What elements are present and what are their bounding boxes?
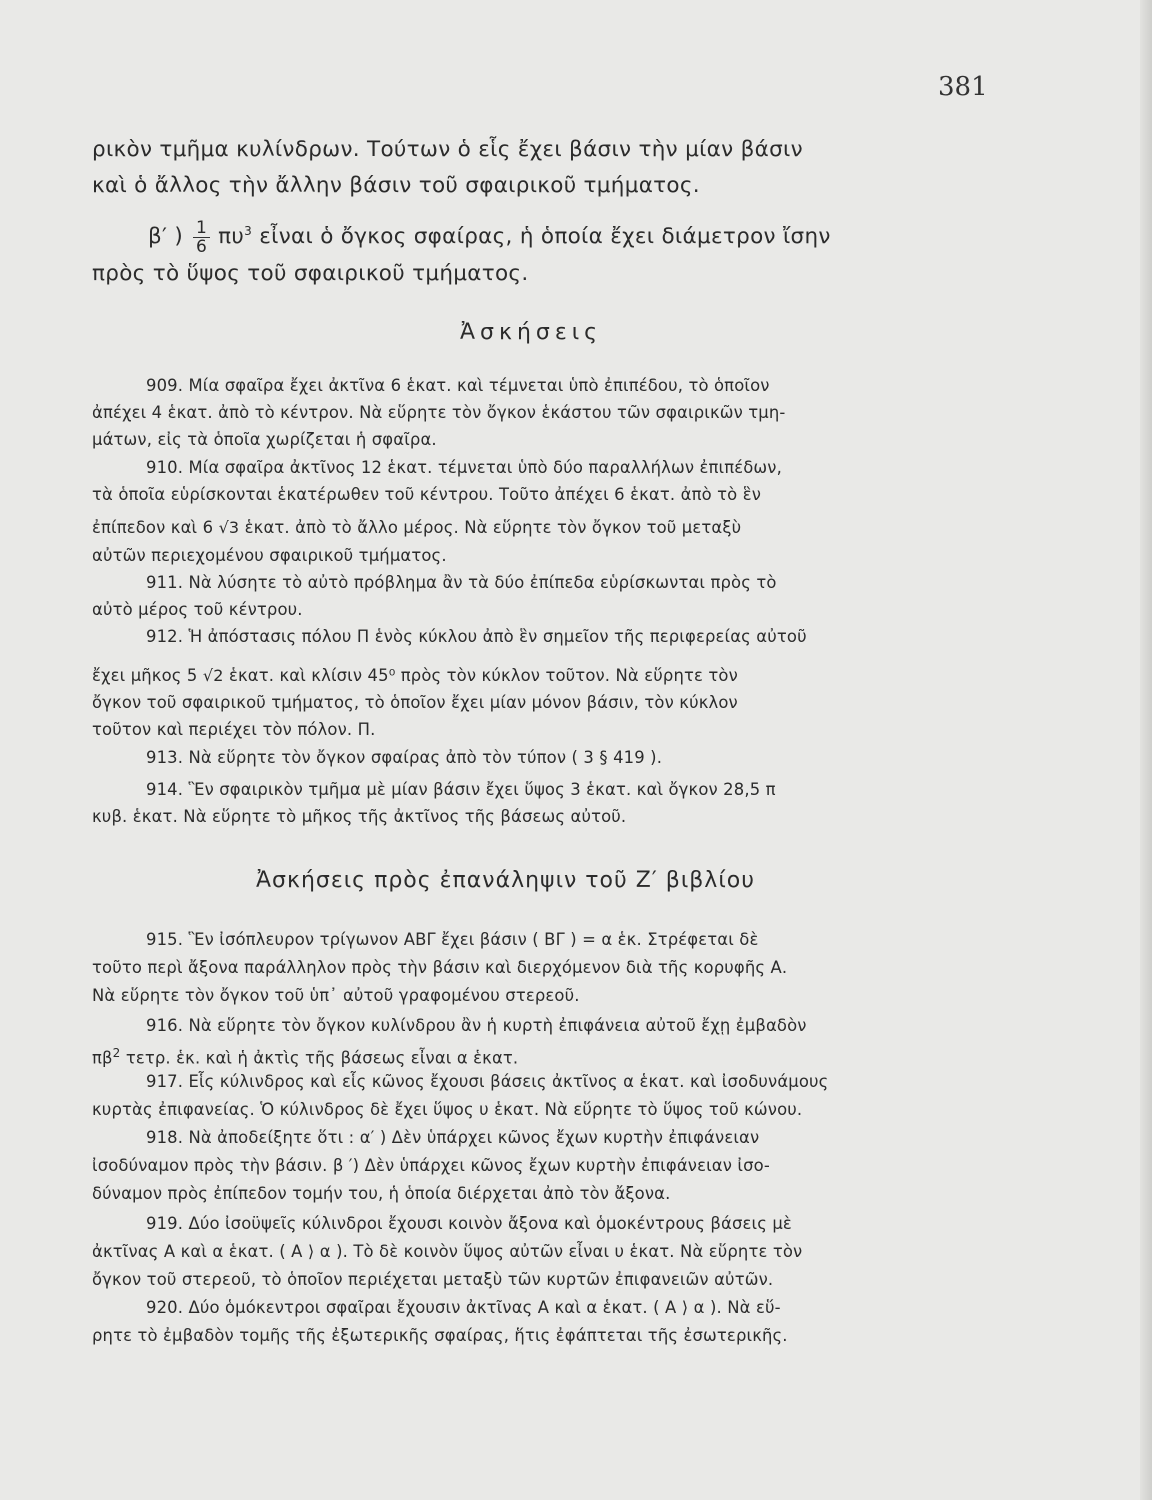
exercise-911-line-2: αὐτὸ μέρος τοῦ κέντρου. <box>92 600 303 619</box>
exercise-920-line-1: 920. Δύο ὁμόκεντροι σφαῖραι ἔχουσιν ἀκτῖνας Α καὶ α ἑκατ. ( Α ⟩ α ). Νὰ εὕ- <box>146 1298 781 1317</box>
exercise-916-line-2 <box>92 1041 992 1070</box>
exercise-910-line-3 <box>92 516 992 540</box>
intro-line-3-text: εἶναι ὁ ὄγκος σφαίρας, ἡ ὁποία ἔχει διάμετρον ἴσην <box>259 224 831 250</box>
exercise-910-line-4: αὐτῶν περιεχομένου σφαιρικοῦ τμήματος. <box>92 546 447 565</box>
page-number: 381 <box>938 72 988 102</box>
exercise-912-line-1: 912. Ἡ ἀπόστασις πόλου Π ἑνὸς κύκλου ἀπὸ ἓν σημεῖον τῆς περιφερείας αὐτοῦ <box>146 627 807 646</box>
exercise-917-line-2: κυρτὰς ἐπιφανείας. Ὁ κύλινδρος δὲ ἔχει ὕψος υ ἑκατ. Νὰ εὕρητε τὸ ὕψος τοῦ κώνου. <box>92 1100 803 1119</box>
sqrt-three: √3 <box>218 518 240 537</box>
exercise-915-line-1: 915. Ἓν ἰσόπλευρον τρίγωνον ΑΒΓ ἔχει βάσιν ( ΒΓ ) = α ἑκ. Στρέφεται δὲ <box>146 930 759 949</box>
text-segment: ἑκατ. ἀπὸ τὸ ἄλλο μέρος. Νὰ εὕρητε τὸν ὄγκον τοῦ μεταξὺ <box>244 518 742 537</box>
intro-line-4: πρὸς τὸ ὕψος τοῦ σφαιρικοῦ τμήματος. <box>92 261 529 286</box>
text-segment: ἐπίπεδον καὶ 6 <box>92 518 214 537</box>
fraction-denominator: 6 <box>196 236 208 257</box>
exercise-912-line-2 <box>92 664 992 688</box>
exercise-912-line-3: ὄγκον τοῦ σφαιρικοῦ τμήματος, τὸ ὁποῖον ἔχει μίαν μόνον βάσιν, τὸν κύκλον <box>92 693 738 712</box>
exercise-919-line-3: ὄγκον τοῦ στερεοῦ, τὸ ὁποῖον περιέχεται μεταξὺ τῶν κυρτῶν ἐπιφανειῶν αὐτῶν. <box>92 1270 774 1289</box>
exercise-909-line-2: ἀπέχει 4 ἑκατ. ἀπὸ τὸ κέντρον. Νὰ εὕρητε τὸν ὄγκον ἑκάστου τῶν σφαιρικῶν τμη- <box>92 403 786 422</box>
exercise-917-line-1: 917. Εἷς κύλινδρος καὶ εἷς κῶνος ἔχουσι βάσεις ἀκτῖνος α ἑκατ. καὶ ἰσοδυνάμους <box>146 1072 829 1091</box>
text-segment: ἑκατ. καὶ κλίσιν 45⁰ πρὸς τὸν κύκλον τοῦτον. Νὰ εὕρητε τὸν <box>228 666 738 685</box>
exercise-916-line-1: 916. Νὰ εὕρητε τὸν ὄγκον κυλίνδρου ἂν ἡ κυρτὴ ἐπιφάνεια αὐτοῦ ἔχῃ ἐμβαδὸν <box>146 1016 807 1035</box>
formula-exponent: 3 <box>244 224 253 238</box>
exercise-918-line-1: 918. Νὰ ἀποδείξητε ὅτι : α′ ) Δὲν ὑπάρχει κῶνος ἔχων κυρτὴν ἐπιφάνειαν <box>146 1128 760 1147</box>
exercise-919-line-2: ἀκτῖνας Α καὶ α ἑκατ. ( Α ⟩ α ). Τὸ δὲ κοινὸν ὕψος αὐτῶν εἶναι υ ἑκατ. Νὰ εὕρητε τὸν <box>92 1242 803 1261</box>
text-segment: ἔχει μῆκος 5 <box>92 666 198 685</box>
exercise-911-line-1: 911. Νὰ λύσητε τὸ αὐτὸ πρόβλημα ἂν τὰ δύο ἐπίπεδα εὑρίσκωνται πρὸς τὸ <box>146 573 777 592</box>
exercise-915-line-3: Νὰ εὕρητε τὸν ὄγκον τοῦ ὑπ᾽ αὐτοῦ γραφομένου στερεοῦ. <box>92 986 580 1005</box>
intro-line-2: καὶ ὁ ἄλλος τὴν ἄλλην βάσιν τοῦ σφαιρικοῦ τμήματος. <box>92 173 700 198</box>
superscript: 2 <box>112 1046 121 1060</box>
exercise-909-line-1: 909. Μία σφαῖρα ἔχει ἀκτῖνα 6 ἑκατ. καὶ τέμνεται ὑπὸ ἐπιπέδου, τὸ ὁποῖον <box>146 376 770 395</box>
exercise-910-line-2: τὰ ὁποῖα εὑρίσκονται ἑκατέρωθεν τοῦ κέντρου. Τοῦτο ἀπέχει 6 ἑκατ. ἀπὸ τὸ ἓν <box>92 485 762 504</box>
exercise-909-line-3: μάτων, εἰς τὰ ὁποῖα χωρίζεται ἡ σφαῖρα. <box>92 430 437 449</box>
exercise-920-line-2: ρητε τὸ ἐμβαδὸν τομῆς τῆς ἐξωτερικῆς σφαίρας, ἥτις ἐφάπτεται τῆς ἐσωτερικῆς. <box>92 1326 788 1345</box>
exercise-915-line-2: τοῦτο περὶ ἄξονα παράλληλον πρὸς τὴν βάσιν καὶ διερχόμενον διὰ τῆς κορυφῆς Α. <box>92 958 788 977</box>
section-heading-exercises: Ἀσκήσεις <box>460 320 603 345</box>
exercise-918-line-2: ἰσοδύναμον πρὸς τὴν βάσιν. β ′) Δὲν ὑπάρχει κῶνος ἔχων κυρτὴν ἐπιφάνειαν ἰσο- <box>92 1156 770 1175</box>
exercise-918-line-3: δύναμον πρὸς ἐπίπεδον τομήν του, ἡ ὁποία διέρχεται ἀπὸ τὸν ἄξονα. <box>92 1184 671 1203</box>
exercise-914-line-2: κυβ. ἑκατ. Νὰ εὕρητε τὸ μῆκος τῆς ἀκτῖνος τῆς βάσεως αὐτοῦ. <box>92 807 627 826</box>
text-segment: τετρ. ἑκ. καὶ ἡ ἀκτὶς τῆς βάσεως εἶναι α ἑκατ. <box>125 1048 519 1068</box>
page-edge <box>1140 0 1152 1500</box>
formula-pi-u: πυ <box>218 224 245 250</box>
exercise-913-line-1: 913. Νὰ εὕρητε τὸν ὄγκον σφαίρας ἀπὸ τὸν τύπον ( 3 § 419 ). <box>146 748 663 767</box>
exercise-910-line-1: 910. Μία σφαῖρα ἀκτῖνος 12 ἑκατ. τέμνεται ὑπὸ δύο παραλλήλων ἐπιπέδων, <box>146 458 782 477</box>
exercise-914-line-1: 914. Ἓν σφαιρικὸν τμῆμα μὲ μίαν βάσιν ἔχει ὕψος 3 ἑκατ. καὶ ὄγκον 28,5 π <box>146 780 776 799</box>
fraction-numerator: 1 <box>193 219 210 238</box>
section-heading-review: Ἀσκήσεις πρὸς ἐπανάληψιν τοῦ Ζ′ βιβλίου <box>256 868 755 893</box>
fraction-one-sixth <box>193 219 210 256</box>
text-segment: πβ <box>92 1048 113 1068</box>
intro-beta-label: β′ ) <box>148 224 184 250</box>
intro-line-3 <box>148 206 1048 262</box>
sqrt-two: √2 <box>202 666 224 685</box>
intro-line-1: ρικὸν τμῆμα κυλίνδρων. Τούτων ὁ εἷς ἔχει βάσιν τὴν μίαν βάσιν <box>92 137 803 162</box>
exercise-919-line-1: 919. Δύο ἰσοϋψεῖς κύλινδροι ἔχουσι κοινὸν ἄξονα καὶ ὁμοκέντρους βάσεις μὲ <box>146 1214 792 1233</box>
exercise-912-line-4: τοῦτον καὶ περιέχει τὸν πόλον. Π. <box>92 720 376 739</box>
